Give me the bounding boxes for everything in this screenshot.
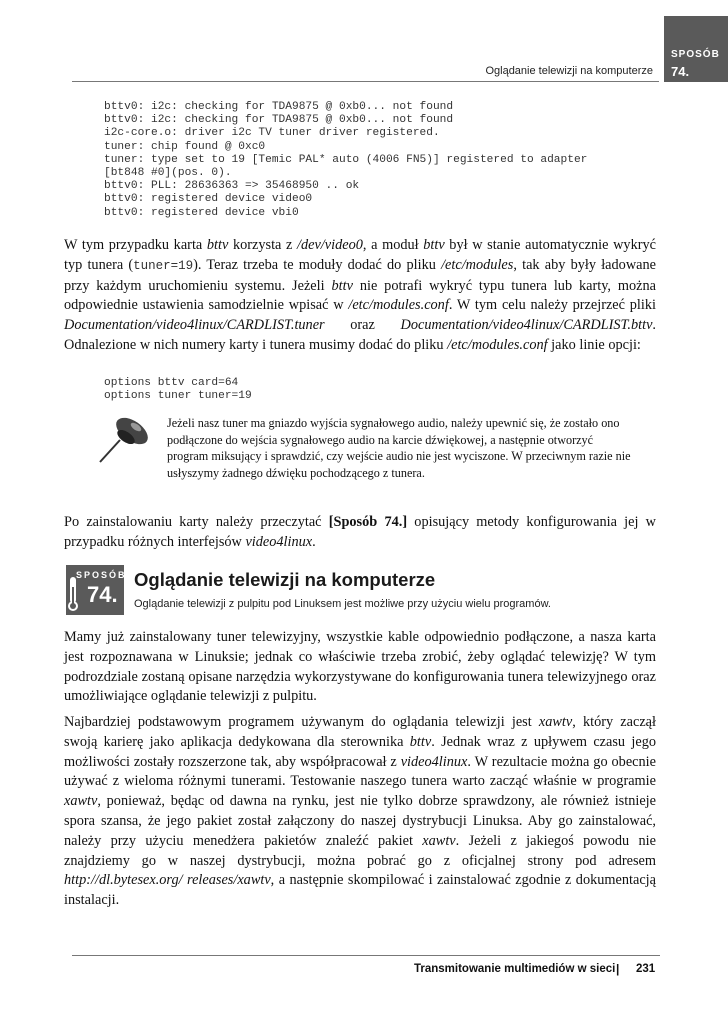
header-tab-number: 74.	[671, 64, 690, 79]
paragraph-bttv-detection: W tym przypadku karta bttv korzysta z /dev/video0, a moduł bttv był w stanie automatycznie wykryć typ tunera (tuner=19). Teraz trzeba te moduły dodać do pliku /etc/modules, tak aby były ładowane przy każdym uruchomieniu systemu. Jeżeli bttv nie potrafi wykryć typu tunera lub karty, można odpowiednie ustawienia samodzielnie wpisać w /etc/modules.conf. W tym celu należy przejrzeć pliki Documentation/video4linux/CARDLIST.tuner oraz Documentation/video4linux/CARDLIST.bttv. Odnalezione w nich numery karty i tunera musimy dodać do pliku /etc/modules.conf jako linie opcji:	[64, 237, 657, 353]
header-tab-label: SPOSÓB	[671, 49, 720, 60]
hack-reference: [Sposób 74.]	[328, 514, 408, 530]
header-rule	[72, 81, 659, 82]
code-line: bttv0: registered device video0	[104, 193, 313, 206]
note-text: Jeżeli nasz tuner ma gniazdo wyjścia sygnałowego audio, należy upewnić się, że zostało ono podłączone do wejścia sygnałowego audio na karcie dźwiękowej, a następnie otworzyć program miksujący i sprawdzić, czy wejście audio nie jest wyciszone. W przeciwnym razie nie usłyszymy żadnego dźwięku pochodzącego z tunera.	[167, 416, 631, 480]
code-line: tuner: type set to 19 [Temic PAL* auto (4006 FN5)] registered to adapter	[104, 153, 588, 166]
code-line: [bt848 #0](pos. 0).	[104, 167, 232, 180]
section-badge-number: 74.	[87, 582, 118, 607]
footer-separator: |	[616, 962, 620, 976]
running-title: Oglądanie telewizji na komputerze	[485, 65, 653, 77]
code-line: options bttv card=64	[104, 377, 239, 389]
section-subtitle: Oglądanie telewizji z pulpitu pod Linuksem jest możliwe przy użyciu wielu programów.	[134, 598, 551, 610]
section-title: Oglądanie telewizji na komputerze	[134, 569, 436, 590]
footer-rule	[72, 955, 660, 956]
header-hack-tab	[664, 16, 728, 82]
code-line: options tuner tuner=19	[104, 390, 252, 403]
code-line: i2c-core.o: driver i2c TV tuner driver registered.	[104, 127, 440, 140]
code-line: tuner: chip found @ 0xc0	[104, 140, 266, 153]
section-badge-label: SPOSÓB	[76, 570, 127, 580]
download-url: http://dl.bytesex.org/ releases/xawtv	[64, 872, 271, 889]
code-block-module-options	[104, 377, 252, 403]
paragraph-xawtv: Najbardziej podstawowym programem używanym do oglądania telewizji jest xawtv, który zaczął swoją karierę jako aplikacja dedykowana dla sterownika bttv. Jednak wraz z upływem czasu jego możliwości zostały rozszerzone tak, aby współpracował z video4linux. W rezultacie można go obecnie używać z wieloma różnymi tunerami. Testowanie naszego tunera warto zacząć właśnie w programie xawtv, ponieważ, będąc od dawna na rynku, jest nie tylko dobrze sprawdzony, ale również istnieje spora szansa, że jego pakiet został załączony do naszej dystrybucji Linuksa. Aby go zainstalować, należy przy użyciu menedżera pakietów znaleźć pakiet xawtv. Jeżeli z jakiegoś powodu nie znajdziemy go w naszej dystrybucji, można pobrać go z oficjalnej strony pod adresem http://dl.bytesex.org/ releases/xawtv, a następnie skompilować i zainstalować zgodnie z dokumentacją instalacji.	[64, 714, 656, 909]
paragraph-intro: Mamy już zainstalowany tuner telewizyjny, wszystkie kable odpowiednio podłączone, a nasza karta jest rozpoznawana w Linuksie; jednak co właściwie trzeba zrobić, żeby oglądać telewizję? W tym podrozdziale zostaną opisane narzędzia wykorzystywane do konfigurowania tunera telewizyjnego oraz umożliwiające oglądanie telewizji z pulpitu.	[64, 629, 656, 705]
code-block-kernel-log	[104, 101, 587, 220]
code-line: bttv0: i2c: checking for TDA9875 @ 0xb0... not found	[104, 101, 454, 113]
pushpin-icon	[96, 415, 156, 465]
code-line: bttv0: i2c: checking for TDA9875 @ 0xb0... not found	[104, 114, 454, 127]
paragraph-see-hack: Po zainstalowaniu karty należy przeczytać [Sposób 74.] opisujący metody konfigurowania jej w przypadku różnych interfejsów video4linux.	[64, 514, 656, 550]
page-number: 231	[636, 963, 656, 975]
inline-code: tuner=19	[133, 258, 194, 273]
code-line: bttv0: registered device vbi0	[104, 206, 299, 219]
thermometer-icon	[66, 575, 80, 613]
code-line: bttv0: PLL: 28636363 => 35468950 .. ok	[104, 180, 360, 193]
footer-chapter-title: Transmitowanie multimediów w sieci	[414, 963, 616, 975]
